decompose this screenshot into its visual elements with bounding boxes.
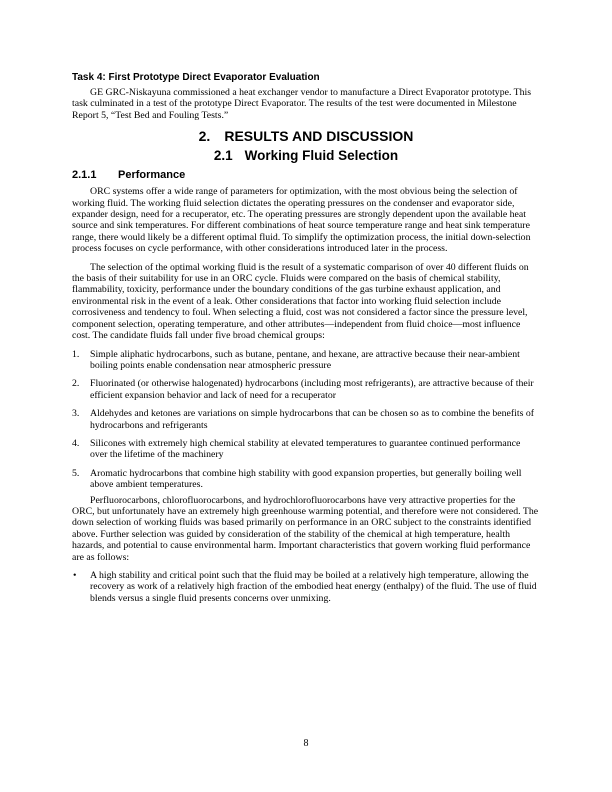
subsubsection-heading [72,168,540,182]
bullet-item [72,570,540,604]
list-marker: 4. [72,437,80,449]
characteristics-list [72,570,540,604]
list-marker: 5. [72,467,80,479]
task-paragraph: GE GRC-Niskayuna commissioned a heat exchanger vendor to manufacture a Direct Evaporator prototype. This task culminated in a test of the prototype Direct Evaporator. The results of the test were documented in Milestone Report 5, “Test Bed and Fouling Tests.” [72,87,532,121]
subsection-number: 2.1 [213,148,233,164]
body-paragraph: The selection of the optimal working fluid is the result of a systematic comparison of over 40 different fluids on the basis of their suitability for use in an ORC cycle. Fluids were compared on the basis of chemical stability, flammability, toxicity, performance under the boundary conditions of the gas turbine exhaust application, and environmental risk in the event of a leak. Other considerations that factor into working fluid selection include corrosiveness and tendency to foul. When selecting a fluid, cost was not considered a factor since the pressure level, component selection, operating temperature, and other attributes—independent from fluid choice—most influence cost. The candidate fluids fall under five broad chemical groups: [72,261,529,342]
bullet-item-text: A high stability and critical point such that the fluid may be boiled at a relatively high temperature, allowing the recovery as work of a relatively high fraction of the embodied heat energy (enthalpy) of the fluid. The use of fluid blends versus a single fluid presents concerns over unmixing. [90,570,537,604]
task-heading: Task 4: First Prototype Direct Evaporator Evaluation [72,72,320,83]
subsubsection-title: Performance [118,169,186,182]
list-item-text: Aldehydes and ketones are variations on simple hydrocarbons that can be chosen so as to combine the benefits of hydrocarbons and refrigerants [90,408,534,431]
list-marker: 2. [72,378,80,390]
body-paragraph: ORC systems offer a wide range of parameters for optimization, with the most obvious being the selection of working fluid. The working fluid selection dictates the operating pressures on the condenser and evaporator side, expander design, need for a recuperator, etc. The operating pressures are strongly dependent upon the available heat source and sink temperatures. For different combinations of heat source temperature range and heat sink temperature range, there would likely be a different optimal fluid. To simplify the optimization process, the initial down-selection process focuses on cycle performance, with other considerations introduced later in the process. [72,186,531,255]
page-number: 8 [303,738,309,749]
list-item [72,438,540,461]
list-item-text: Silicones with extremely high chemical stability at elevated temperatures to guarantee continued performance over the lifetime of the machinery [90,437,521,461]
list-item [72,408,540,431]
chemical-groups-list [72,349,540,491]
list-marker: 1. [72,348,80,360]
bullet-marker: • [73,570,77,581]
list-item-text: Aromatic hydrocarbons that combine high stability with good expansion properties, but generally boiling well above ambient temperatures. [90,467,522,491]
body-paragraph: Perfluorocarbons, chlorofluorocarbons, and hydrochlorofluorocarbons have very attractive properties for the ORC, but unfortunately have an extremely high greenhouse warming potential, and therefore were not considered. The down selection of working fluids was based primarily on performance in an ORC subject to the constraints identified above. Further selection was guided by consideration of the stability of the chemical at high temperature, health hazards, and potential to cause environmental harm. Important characteristics that govern working fluid performance are as follows: [72,494,539,563]
section-title: RESULTS AND DISCUSSION [224,128,414,145]
list-item [72,378,540,401]
subsubsection-number: 2.1.1 [72,169,97,182]
list-item [72,349,540,372]
list-item-text: Fluorinated (or otherwise halogenated) hydrocarbons (including most refrigerants), are attractive because of their efficient expansion behavior and lack of need for a recuperator [90,378,534,401]
list-item [72,468,540,491]
section-heading [72,127,540,145]
subsection-title: Working Fluid Selection [244,148,399,164]
section-number: 2. [198,128,211,145]
list-marker: 3. [72,408,80,420]
page-content [72,72,540,604]
list-item-text: Simple aliphatic hydrocarbons, such as butane, pentane, and hexane, are attractive because their near-ambient boiling points enable condensation near atmospheric pressure [90,348,520,371]
subsection-heading [72,147,540,165]
